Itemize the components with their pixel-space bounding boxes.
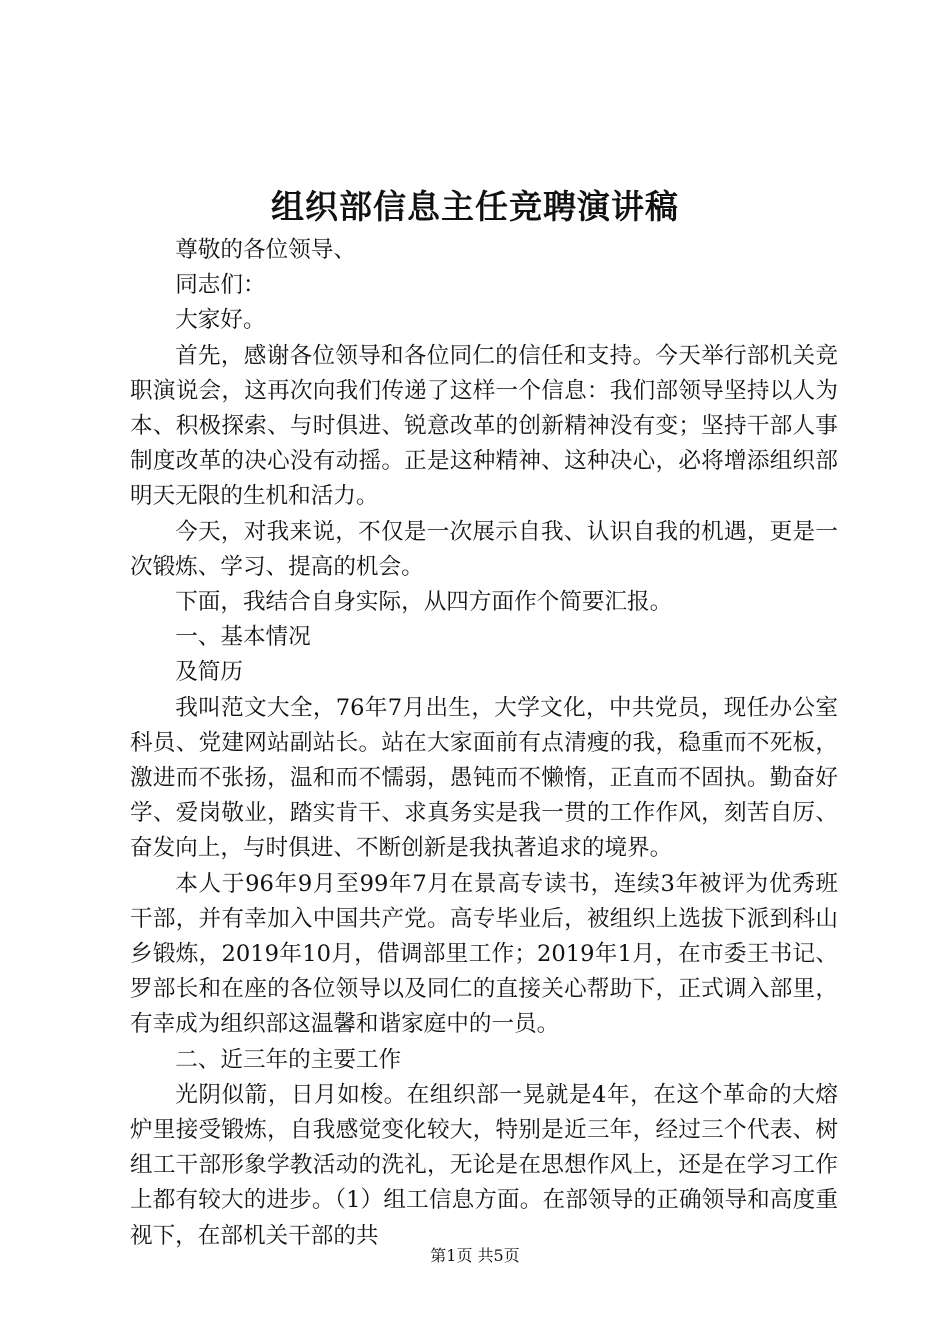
paragraph: 大家好。: [175, 307, 266, 334]
page-footer: 第1页 共5页: [430, 1246, 520, 1265]
paragraph: 光阴似箭，日月如梭。在组织部一晃就是4年，在这个革命的大熔炉里接受锻炼，自我感觉变化较大，特别是近三年，经过三个代表、树组工干部形象学教活动的洗礼，无论是在思想作风上，还是在学习工作上都有较大的进步。（1）组工信息方面。在部领导的正确领导和高度重视下，在部机关干部的共: [130, 1081, 838, 1249]
paragraph: 今天，对我来说，不仅是一次展示自我、认识自我的机遇，更是一次锻炼、学习、提高的机会。: [130, 518, 838, 580]
paragraph: 本人于96年9月至99年7月在景高专读书，连续3年被评为优秀班干部，并有幸加入中国共产党。高专毕业后，被组织上选拔下派到科山乡锻炼，2019年10月，借调部里工作；2019年1月，在市委王书记、罗部长和在座的各位领导以及同仁的直接关心帮助下，正式调入部里，有幸成为组织部这温馨和谐家庭中的一员。: [130, 870, 838, 1038]
paragraph: 同志们：: [175, 272, 266, 299]
document-title: 组织部信息主任竞聘演讲稿: [271, 187, 679, 226]
paragraph: 我叫范文大全，76年7月出生，大学文化，中共党员，现任办公室科员、党建网站副站长。站在大家面前有点清瘦的我，稳重而不死板，激进而不张扬，温和而不懦弱，愚钝而不懒惰，正直而不固执。勤奋好学、爱岗敬业，踏实肯干、求真务实是我一贯的工作作风，刻苦自厉、奋发向上，与时俱进、不断创新是我执著追求的境界。: [130, 694, 838, 862]
document-body: [130, 233, 838, 1254]
section-heading: 及简历: [175, 659, 243, 686]
paragraph: 首先，感谢各位领导和各位同仁的信任和支持。今天举行部机关竞职演说会，这再次向我们传递了这样一个信息：我们部领导坚持以人为本、积极探索、与时俱进、锐意改革的创新精神没有变；坚持干部人事制度改革的决心没有动摇。正是这种精神、这种决心，必将增添组织部明天无限的生机和活力。: [130, 342, 838, 510]
paragraph: 尊敬的各位领导、: [175, 237, 356, 263]
section-heading: 一、基本情况: [175, 624, 311, 651]
section-heading: 二、近三年的主要工作: [175, 1046, 402, 1073]
paragraph: 下面，我结合自身实际，从四方面作个简要汇报。: [175, 589, 673, 616]
